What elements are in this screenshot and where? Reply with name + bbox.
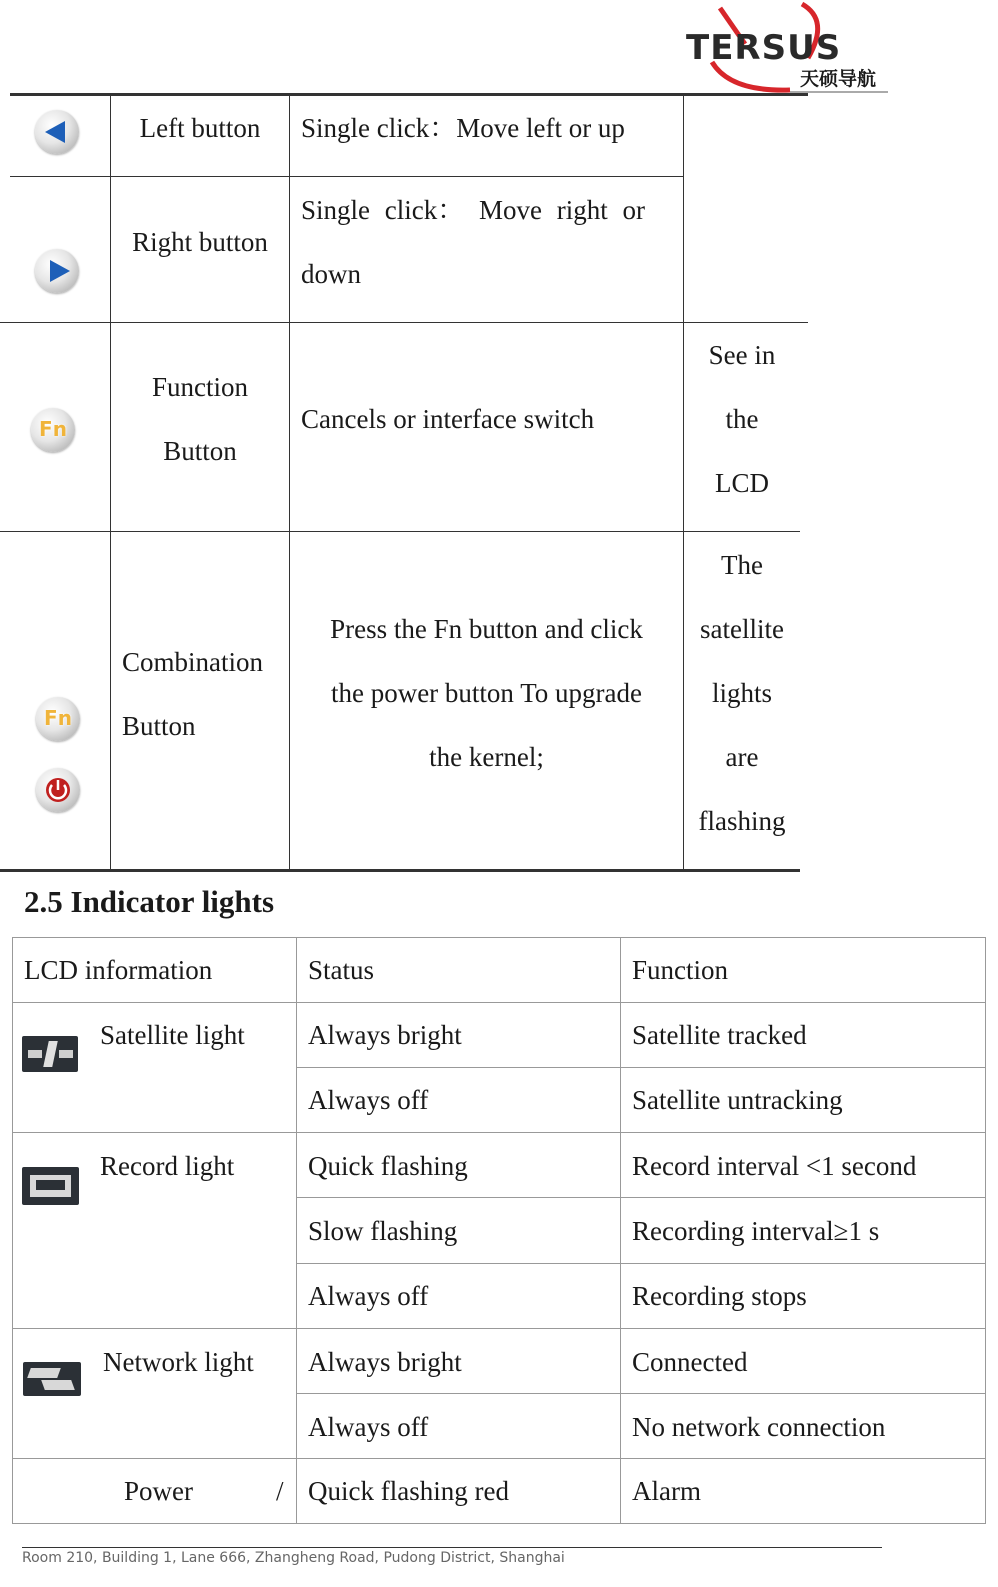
footer-divider [22, 1547, 882, 1548]
fn-icon: Fn [36, 697, 80, 741]
status-cell: Always off [308, 1085, 429, 1115]
status-cell: Always bright [308, 1020, 462, 1050]
indicator-label: Satellite light [100, 1020, 245, 1050]
record-icon [22, 1167, 79, 1205]
button-action: Single click： Move right or [301, 195, 645, 225]
indicator-label: Power [124, 1476, 193, 1506]
left-arrow-icon [35, 110, 79, 154]
status-cell: Slow flashing [308, 1216, 458, 1246]
header-status: Status [308, 955, 375, 985]
function-cell: Recording stops [632, 1281, 807, 1311]
header-lcd-information: LCD information [24, 955, 213, 985]
note-text: lights [711, 678, 772, 708]
button-name: Function [151, 372, 248, 402]
footer-address: Room 210, Building 1, Lane 666, Zhangheng Road, Pudong District, Shanghai [22, 1550, 565, 1566]
status-cell: Quick flashing red [308, 1476, 509, 1506]
button-name: Combination [122, 647, 263, 677]
logo-brand: TERSUS [686, 28, 842, 68]
function-cell: No network connection [632, 1412, 886, 1442]
note-text: See in [708, 340, 776, 370]
button-action: Single click：Move left or up [301, 113, 625, 143]
button-name: Left button [139, 113, 261, 143]
function-cell: Satellite tracked [632, 1020, 807, 1050]
note-text: The [721, 550, 763, 580]
button-action-cont: down [301, 259, 361, 289]
network-icon [23, 1362, 81, 1396]
logo-subtitle: 天硕导航 [800, 68, 877, 90]
note-text: are [725, 742, 759, 772]
button-name-cont: Button [163, 436, 237, 466]
function-cell: Connected [632, 1347, 748, 1377]
section-heading: 2.5 Indicator lights [24, 884, 275, 919]
button-action: Press the Fn button and click [330, 614, 643, 644]
note-text: LCD [715, 468, 769, 498]
note-text: flashing [698, 806, 786, 836]
status-cell: Always bright [308, 1347, 462, 1377]
note-text: the [725, 404, 759, 434]
indicator-label: Record light [100, 1151, 235, 1181]
indicator-label: Network light [103, 1347, 254, 1377]
status-cell: Quick flashing [308, 1151, 468, 1181]
button-action-cont: the power button To upgrade [330, 678, 643, 708]
button-name-cont: Button [122, 711, 196, 741]
slash-text: / [276, 1476, 284, 1506]
button-name: Right button [132, 227, 268, 257]
note-text: satellite [700, 614, 784, 644]
status-cell: Always off [308, 1281, 429, 1311]
satellite-icon [22, 1036, 78, 1072]
button-action-cont: the kernel; [429, 742, 544, 772]
power-icon [36, 768, 80, 812]
function-cell: Recording interval≥1 s [632, 1216, 880, 1246]
fn-icon: Fn [31, 408, 75, 452]
function-cell: Alarm [632, 1476, 701, 1506]
status-cell: Always off [308, 1412, 429, 1442]
function-cell: Satellite untracking [632, 1085, 843, 1115]
right-arrow-icon [35, 249, 79, 293]
button-action: Cancels or interface switch [301, 404, 595, 434]
function-cell: Record interval <1 second [632, 1151, 917, 1181]
header-function: Function [632, 955, 729, 985]
